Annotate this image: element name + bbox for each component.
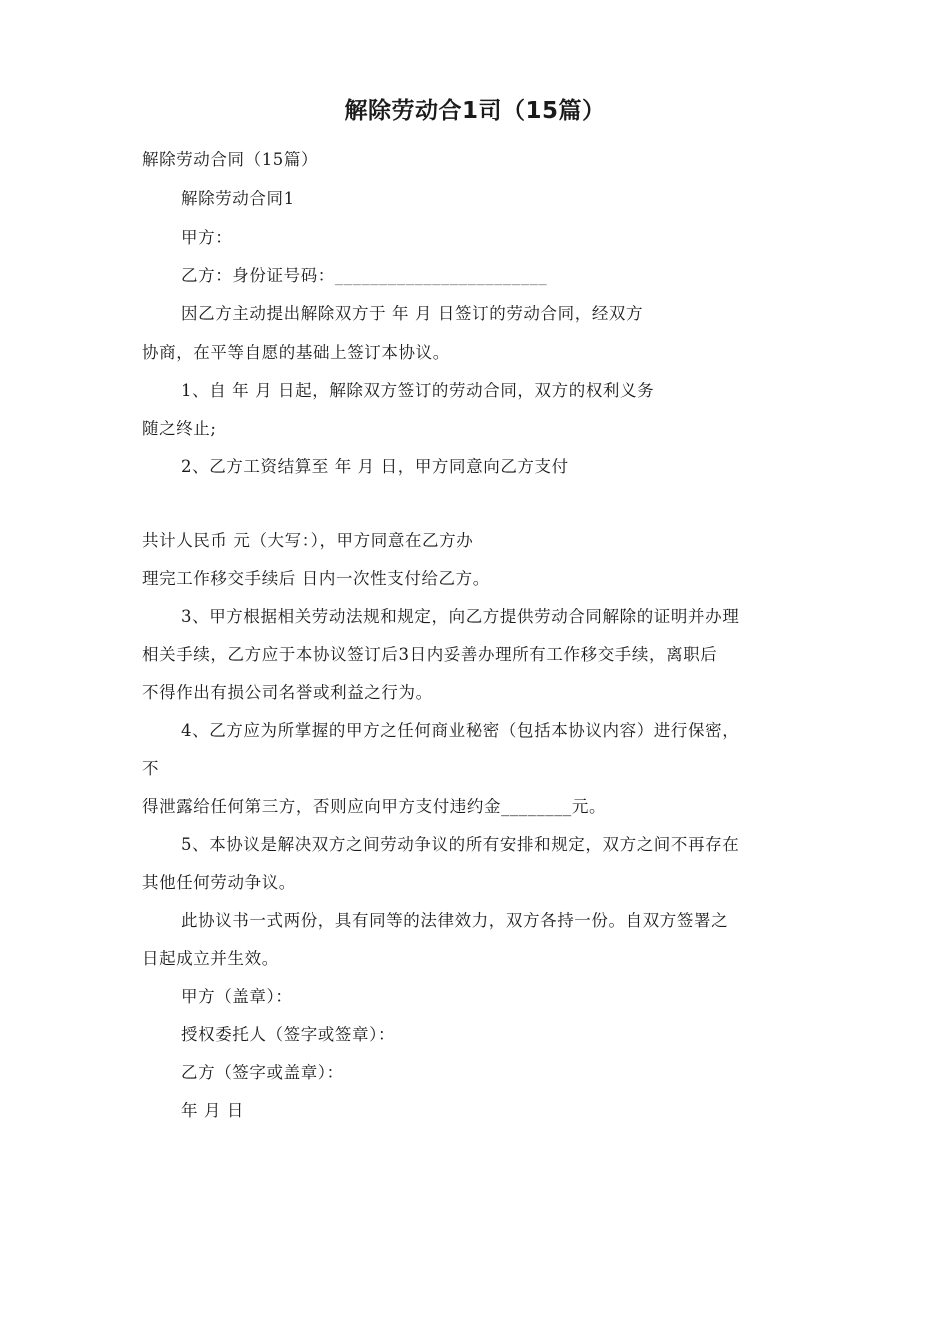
signature-date: 年 月 日 xyxy=(181,1101,244,1120)
signature-agent: 授权委托人（签字或签章）： xyxy=(181,1025,396,1044)
party-b-line xyxy=(181,266,547,286)
party-b-label: 乙方：身份证号码： xyxy=(181,266,335,285)
clause-4-line-3: 得泄露给任何第三方，否则应向甲方支付违约金________元。 xyxy=(142,797,607,816)
clause-3-line-3: 不得作出有损公司名誉或利益之行为。 xyxy=(142,683,433,702)
clause-3-line-2: 相关手续，乙方应于本协议签订后3日内妥善办理所有工作移交手续，离职后 xyxy=(142,645,718,664)
section-heading: 解除劳动合同1 xyxy=(181,189,295,208)
clause-2-line-2: 共计人民币 元（大写：），甲方同意在乙方办 xyxy=(142,531,474,550)
clause-5-line-2: 其他任何劳动争议。 xyxy=(142,873,296,892)
id-number-blank: ________________________ xyxy=(334,266,548,285)
party-a-label: 甲方： xyxy=(181,228,233,247)
clause-1-line-1: 1、自 年 月 日起，解除双方签订的劳动合同，双方的权利义务 xyxy=(181,381,655,400)
copies-line-1: 此协议书一式两份，具有同等的法律效力，双方各持一份。自双方签署之 xyxy=(181,911,729,930)
clause-2-line-3: 理完工作移交手续后 日内一次性支付给乙方。 xyxy=(142,569,490,588)
clause-5-line-1: 5、本协议是解决双方之间劳动争议的所有安排和规定，双方之间不再存在 xyxy=(181,835,740,854)
signature-party-a: 甲方（盖章）： xyxy=(181,987,293,1006)
signature-party-b: 乙方（签字或盖章）： xyxy=(181,1063,344,1082)
clause-1-line-2: 随之终止; xyxy=(142,419,217,438)
intro-line-1: 因乙方主动提出解除双方于 年 月 日签订的劳动合同，经双方 xyxy=(181,304,644,323)
intro-line-2: 协商，在平等自愿的基础上签订本协议。 xyxy=(142,343,450,362)
document-title: 解除劳动合1司（15篇） xyxy=(344,98,606,124)
copies-line-2: 日起成立并生效。 xyxy=(142,949,279,968)
clause-2-line-1: 2、乙方工资结算至 年 月 日，甲方同意向乙方支付 xyxy=(181,457,569,476)
clause-4-line-1: 4、乙方应为所掌握的甲方之任何商业秘密（包括本协议内容）进行保密， xyxy=(181,721,740,740)
document-subtitle: 解除劳动合同（15篇） xyxy=(142,150,319,169)
clause-4-line-2: 不 xyxy=(142,759,160,778)
clause-3-line-1: 3、甲方根据相关劳动法规和规定，向乙方提供劳动合同解除的证明并办理 xyxy=(181,607,740,626)
